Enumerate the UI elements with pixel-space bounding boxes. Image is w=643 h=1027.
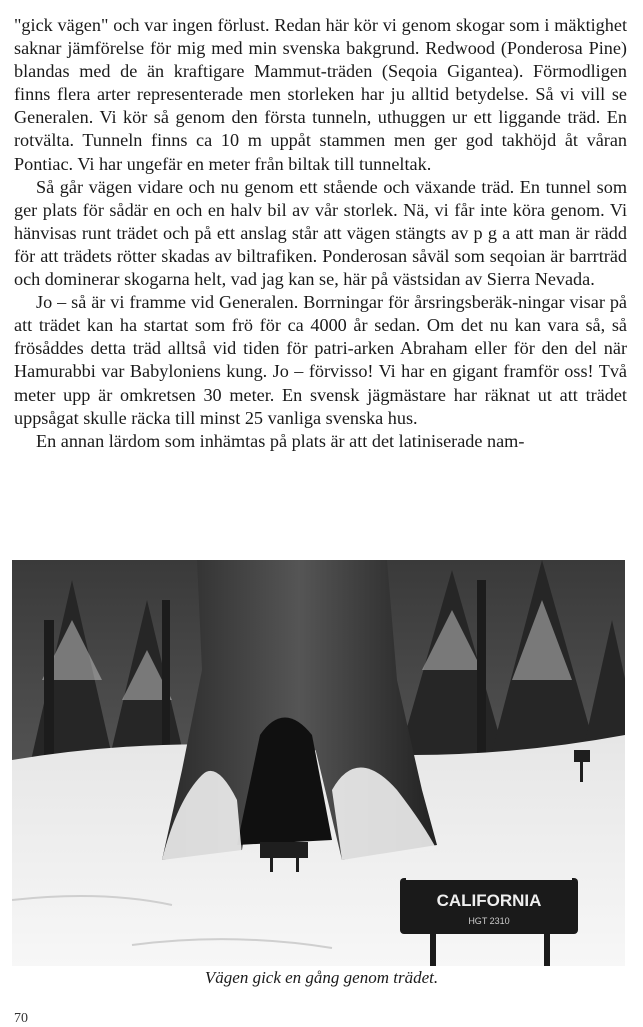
page-number: 70 (14, 1011, 28, 1026)
tunnel-tree-photo (12, 560, 625, 966)
photo-caption: Vägen gick en gång genom trädet. (204, 968, 439, 987)
paragraph-3: Jo – så är vi framme vid Generalen. Borrningar för årsringsberäk-ningar visar på att trädet kan ha startat som frö för ca 4000 år sedan. Om det nu kan vara så, så frösåddes detta träd alltså vid tiden för patri-arken Abraham eller för den del när Hamurabbi var Babyloniens kung. Jo – förvisso! Vi har en gigant framför oss! Två meter upp är omkretsen 30 meter. En svensk jägmästare har räknat ut att trädet uppsågat skulle räcka till minst 25 vanliga svenska hus. (14, 292, 627, 428)
paragraph-1: "gick vägen" och var ingen förlust. Redan här kör vi genom skogar som i mäktighet saknar jämförelse för mig med min svenska bakgrund. Redwood (Ponderosa Pine) blandas med de än kraftigare Mammut-träden (Seqoia Gigantea). Förmodligen finns flera arter representerade men storleken har ju alltid betydelse. Så vi vill se Generalen. Vi kör så genom den första tunneln, uthuggen ur ett liggande träd. En rotvälta. Tunneln finns ca 10 m uppåt stammen men ger god takhöjd åt våran Pontiac. Vi har ungefär en meter från biltak till tunneltak. (14, 15, 627, 174)
body-text (14, 14, 627, 453)
paragraph-2: Så går vägen vidare och nu genom ett stående och växande träd. En tunnel som ger plats för sådär en och en halv bil av vår storlek. Nä, vi får inte köra genom. Vi hänvisas runt trädet och på ett anslag står att vägen stängts av p g a att man är rädd för att trädets rötter skadas av biltrafiken. Ponderosan såväl som seqoian är barrträd och dominerar skogarna helt, vad jag kan se, här på västsidan av Sierra Nevada. (14, 176, 627, 290)
paragraph-4: En annan lärdom som inhämtas på plats är att det latiniserade nam- (36, 430, 525, 451)
sign-text: CALIFORNIA (436, 891, 542, 910)
sign-subtext: HGT 2310 (468, 916, 510, 926)
